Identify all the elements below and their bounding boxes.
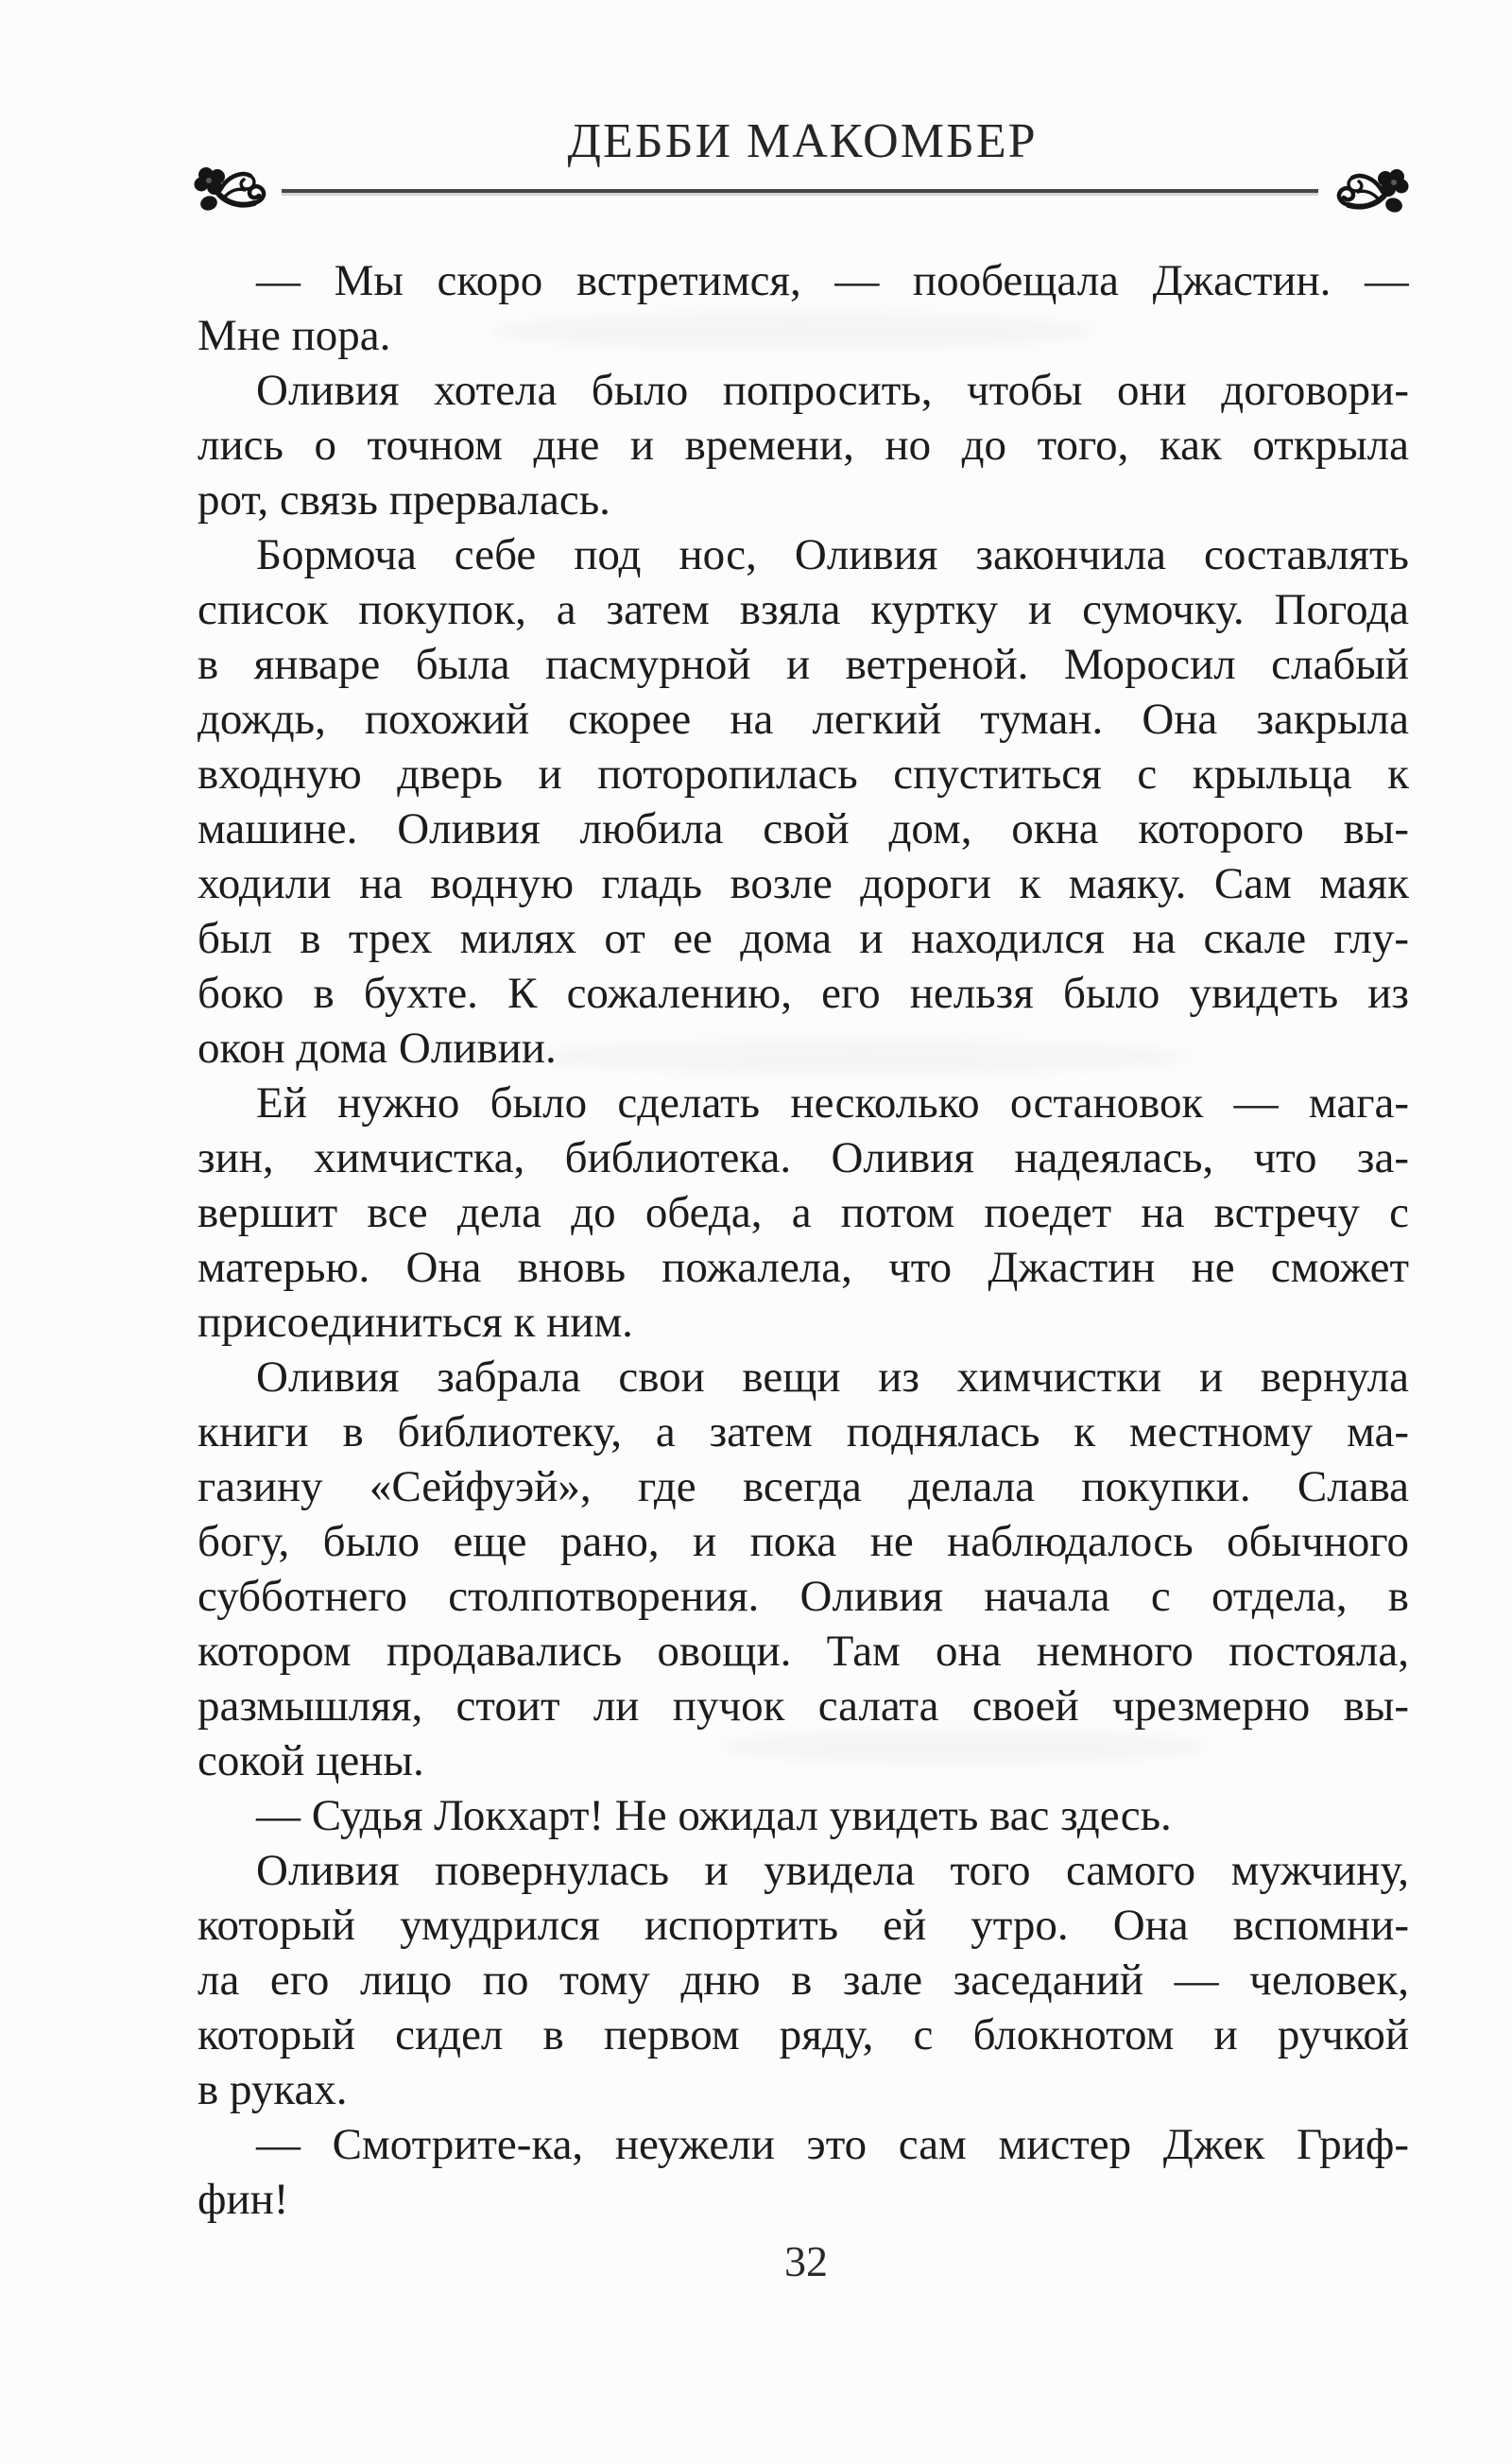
text-line: присоединиться к ним.: [198, 1298, 633, 1347]
text-line: газину «Сейфуэй», где всегда делала покупки. Слава: [198, 1462, 1409, 1511]
header-rule: [282, 189, 1318, 193]
text-line: который сидел в первом ряду, с блокнотом и ручкой: [198, 2010, 1409, 2059]
text-line: окон дома Оливии.: [198, 1024, 557, 1073]
floral-flourish-icon: [190, 164, 279, 216]
text-line: рот, связь прервалась.: [198, 475, 610, 525]
text-line: список покупок, а затем взяла куртку и сумочку. Погода: [198, 585, 1409, 634]
floral-flourish-icon: [1324, 165, 1413, 218]
text-line: матерью. Она вновь пожалела, что Джастин не сможет: [198, 1243, 1409, 1292]
text-line: зин, химчистка, библиотека. Оливия надеялась, что за-: [198, 1133, 1409, 1182]
text-line: Бормоча себе под нос, Оливия закончила составлять: [256, 530, 1409, 579]
text-line: — Судья Локхарт! Не ожидал увидеть вас здесь.: [256, 1791, 1172, 1840]
text-line: в руках.: [198, 2065, 348, 2114]
paragraph: [198, 1843, 1409, 2117]
paragraph: [198, 527, 1409, 1076]
text-line: сокой цены.: [198, 1736, 424, 1785]
text-line: который умудрился испортить ей утро. Она вспомни-: [198, 1901, 1409, 1950]
text-line: машине. Оливия любила свой дом, окна которого вы-: [198, 804, 1409, 853]
paragraph: [198, 1076, 1409, 1350]
text-line: в январе была пасмурной и ветреной. Моросил слабый: [198, 640, 1409, 689]
text-line: размышляя, стоит ли пучок салата своей чрезмерно вы-: [198, 1681, 1409, 1731]
text-line: дождь, похожий скорее на легкий туман. Она закрыла: [198, 695, 1409, 744]
paragraph: [198, 363, 1409, 527]
text-line: — Смотрите-ка, неужели это сам мистер Джек Гриф-: [256, 2120, 1409, 2169]
text-line: Ей нужно было сделать несколько остановок — мага-: [256, 1078, 1409, 1128]
running-header-title: ДЕББИ МАКОМБЕР: [567, 114, 1038, 168]
page-number: 32: [784, 2237, 828, 2285]
text-line: ла его лицо по тому дню в зале заседаний — человек,: [198, 1956, 1409, 2005]
text-line: был в трех милях от ее дома и находился на скале глу-: [198, 914, 1409, 963]
text-line: вершит все дела до обеда, а потом поедет на встречу с: [198, 1188, 1409, 1237]
text-line: ходили на водную гладь возле дороги к маяку. Сам маяк: [198, 859, 1409, 908]
text-line: лись о точном дне и времени, но до того, как открыла: [198, 421, 1409, 470]
paragraph: [198, 253, 1409, 363]
text-line: боко в бухте. К сожалению, его нельзя было увидеть из: [198, 969, 1409, 1018]
text-line: Оливия хотела было попросить, чтобы они договори-: [256, 366, 1409, 415]
text-line: входную дверь и поторопилась спуститься с крыльца к: [198, 750, 1409, 799]
paragraph: [198, 1350, 1409, 1788]
text-line: фин!: [198, 2175, 289, 2224]
text-line: Мне пора.: [198, 311, 391, 360]
text-line: книги в библиотеку, а затем поднялась к местному ма-: [198, 1407, 1409, 1456]
text-line: богу, было еще рано, и пока не наблюдалось обычного: [198, 1517, 1409, 1566]
text-line: Оливия повернулась и увидела того самого мужчину,: [256, 1846, 1409, 1895]
text-line: котором продавались овощи. Там она немного постояла,: [198, 1627, 1409, 1676]
text-block: [198, 253, 1409, 2227]
paragraph: [198, 2117, 1409, 2227]
paragraph: [198, 1788, 1409, 1843]
text-line: субботнего столпотворения. Оливия начала с отдела, в: [198, 1572, 1409, 1621]
text-line: — Мы скоро встретимся, — пообещала Джастин. —: [256, 256, 1409, 305]
text-line: Оливия забрала свои вещи из химчистки и вернула: [256, 1353, 1409, 1402]
